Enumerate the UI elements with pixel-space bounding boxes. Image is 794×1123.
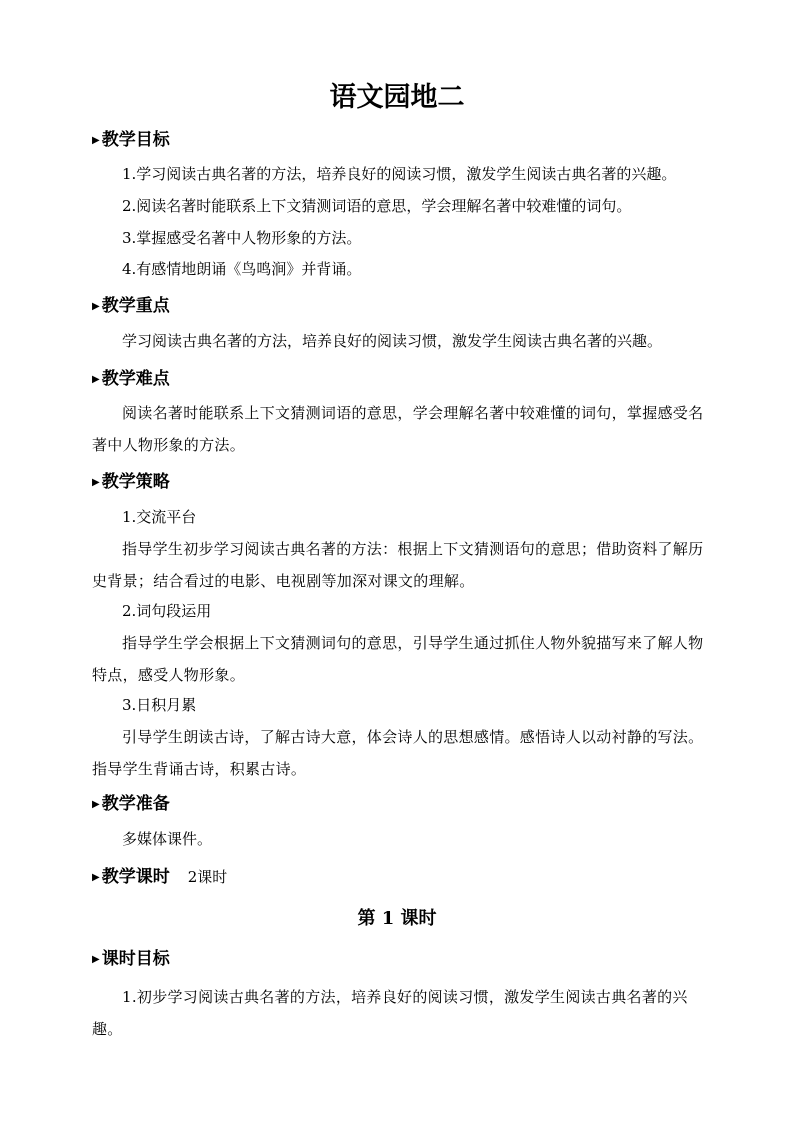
lesson-title: 第 1 课时 (357, 908, 437, 929)
page-title: 语文园地二 (329, 82, 465, 113)
section-heading-prep (92, 792, 170, 817)
goal-item: 3.掌握感受名著中人物形象的方法。 (122, 229, 362, 247)
goal-item: 2.阅读名著时能联系上下文猜测词语的意思，学会理解名著中较难懂的词句。 (122, 197, 632, 215)
triangle-bullet-icon: ▶ (92, 477, 100, 488)
section-label: 教学策略 (101, 472, 170, 492)
triangle-bullet-icon: ▶ (92, 799, 100, 810)
triangle-bullet-icon: ▶ (92, 301, 100, 312)
goal-item: 1.学习阅读古典名著的方法，培养良好的阅读习惯，激发学生阅读古典名著的兴趣。 (122, 165, 677, 183)
goal-item: 4.有感情地朗诵《鸟鸣涧》并背诵。 (122, 260, 362, 278)
section-heading-focus (92, 294, 170, 319)
section-label: 教学重点 (101, 296, 170, 316)
strategy-heading: 3.日积月累 (122, 696, 197, 714)
section-label: 教学准备 (101, 794, 170, 814)
triangle-bullet-icon: ▶ (92, 135, 100, 146)
strategy-text: 指导学生初步学习阅读古典名著的方法：根据上下文猜测语句的意思；借助资料了解历史背景；结合看过的电影、电视剧等加深对课文的理解。 (92, 540, 704, 590)
difficulty-text: 阅读名著时能联系上下文猜测词语的意思，学会理解名著中较难懂的词句，掌握感受名著中人物形象的方法。 (92, 404, 704, 454)
section-label: 教学课时 (101, 867, 170, 887)
strategy-text: 引导学生朗读古诗，了解古诗大意，体会诗人的思想感情。感悟诗人以动衬静的写法。指导学生背诵古诗，积累古诗。 (92, 728, 704, 778)
strategy-heading: 2.词句段运用 (122, 602, 212, 620)
strategy-text: 指导学生学会根据上下文猜测词句的意思，引导学生通过抓住人物外貌描写来了解人物特点，感受人物形象。 (92, 634, 704, 684)
triangle-bullet-icon: ▶ (92, 374, 100, 385)
hours-value: 2课时 (187, 868, 228, 886)
triangle-bullet-icon: ▶ (92, 872, 100, 883)
section-heading-hours (92, 865, 227, 890)
focus-text: 学习阅读古典名著的方法，培养良好的阅读习惯，激发学生阅读古典名著的兴趣。 (122, 332, 663, 350)
section-heading-strategy (92, 470, 170, 495)
strategy-heading: 1.交流平台 (122, 508, 197, 526)
lesson-goal-item: 1.初步学习阅读古典名著的方法，培养良好的阅读习惯，激发学生阅读古典名著的兴趣。 (92, 988, 688, 1038)
section-heading-lesson-goals (92, 947, 170, 972)
section-label: 教学目标 (101, 130, 170, 150)
section-label: 教学难点 (101, 369, 170, 389)
section-heading-difficulty (92, 367, 170, 392)
triangle-bullet-icon: ▶ (92, 954, 100, 965)
section-label: 课时目标 (101, 949, 170, 969)
prep-text: 多媒体课件。 (122, 830, 213, 848)
section-heading-goals (92, 128, 170, 153)
